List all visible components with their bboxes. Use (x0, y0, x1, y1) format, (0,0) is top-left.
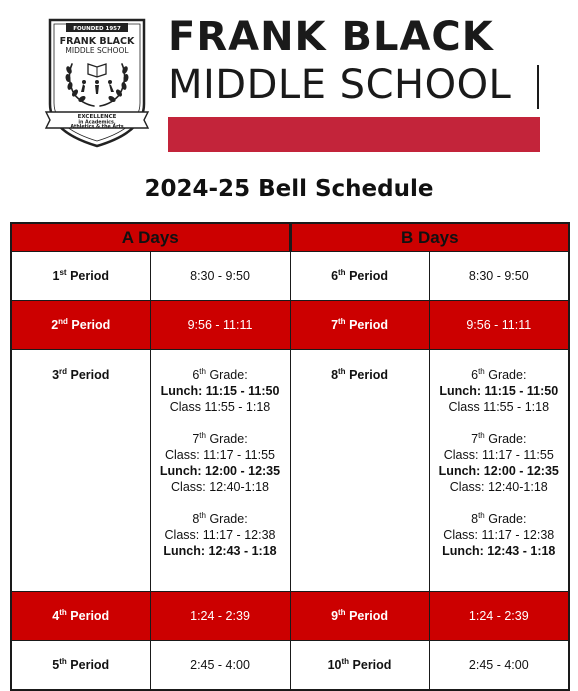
school-crest-logo (40, 12, 154, 154)
a-time-cell: 8:30 - 9:50 (150, 252, 290, 301)
b-lunch-detail-cell (429, 350, 569, 592)
b-period-cell: 6th Period (290, 252, 429, 301)
b-period-cell: 10th Period (290, 641, 429, 691)
crest-name-line1: FRANK BLACK (59, 36, 135, 47)
grade-7-block: 7th Grade: Class: 11:17 - 11:55 Lunch: 12:00 - 12:35 Class: 12:40-1:18 (159, 430, 281, 494)
a-period-cell: 5th Period (11, 641, 150, 691)
school-name-line1: FRANK BLACK (168, 14, 494, 60)
table-row (11, 592, 569, 641)
b-time-cell: 1:24 - 2:39 (429, 592, 569, 641)
a-period-cell: 3rd Period (11, 350, 150, 592)
crest-motto-line1: in Academics, (78, 120, 116, 126)
page-title: 2024-25 Bell Schedule (144, 176, 434, 202)
crest-founded-text: FOUNDED 1957 (73, 26, 121, 32)
grade-8-block: 8th Grade: Class: 11:17 - 12:38 Lunch: 12:43 - 1:18 (163, 510, 277, 558)
table-row (11, 641, 569, 691)
table-row (11, 350, 569, 592)
table-row (11, 252, 569, 301)
a-period-cell: 4th Period (11, 592, 150, 641)
a-lunch-detail-cell (150, 350, 290, 592)
b-period-cell: 8th Period (290, 350, 429, 592)
a-days-header: A Days (11, 223, 290, 252)
table-row (11, 301, 569, 350)
b-period-cell: 9th Period (290, 592, 429, 641)
grade-8-block: 8th Grade: Class: 11:17 - 12:38 Lunch: 12:43 - 1:18 (442, 510, 556, 558)
a-time-cell: 9:56 - 11:11 (150, 301, 290, 350)
a-time-cell: 1:24 - 2:39 (150, 592, 290, 641)
crest-motto-title: EXCELLENCE (77, 114, 117, 120)
b-time-cell: 2:45 - 4:00 (429, 641, 569, 691)
header-red-banner (168, 117, 540, 152)
b-time-cell: 9:56 - 11:11 (429, 301, 569, 350)
b-days-header: B Days (290, 223, 569, 252)
a-period-cell: 2nd Period (11, 301, 150, 350)
b-period-cell: 7th Period (290, 301, 429, 350)
bell-schedule-table (10, 222, 570, 691)
crest-name-line2: MIDDLE SCHOOL (65, 46, 129, 55)
b-time-cell: 8:30 - 9:50 (429, 252, 569, 301)
school-name-line2: MIDDLE SCHOOL (168, 62, 512, 108)
a-period-cell: 1st Period (11, 252, 150, 301)
text-cursor-bar (537, 65, 539, 109)
grade-6-block: 6th Grade: Lunch: 11:15 - 11:50 Class 11:55 - 1:18 (439, 366, 559, 414)
crest-motto-line2: Athletics & the Arts (70, 125, 124, 130)
grade-6-block: 6th Grade: Lunch: 11:15 - 11:50 Class 11:55 - 1:18 (160, 366, 280, 414)
a-time-cell: 2:45 - 4:00 (150, 641, 290, 691)
grade-7-block: 7th Grade: Class: 11:17 - 11:55 Lunch: 12:00 - 12:35 Class: 12:40-1:18 (438, 430, 559, 494)
